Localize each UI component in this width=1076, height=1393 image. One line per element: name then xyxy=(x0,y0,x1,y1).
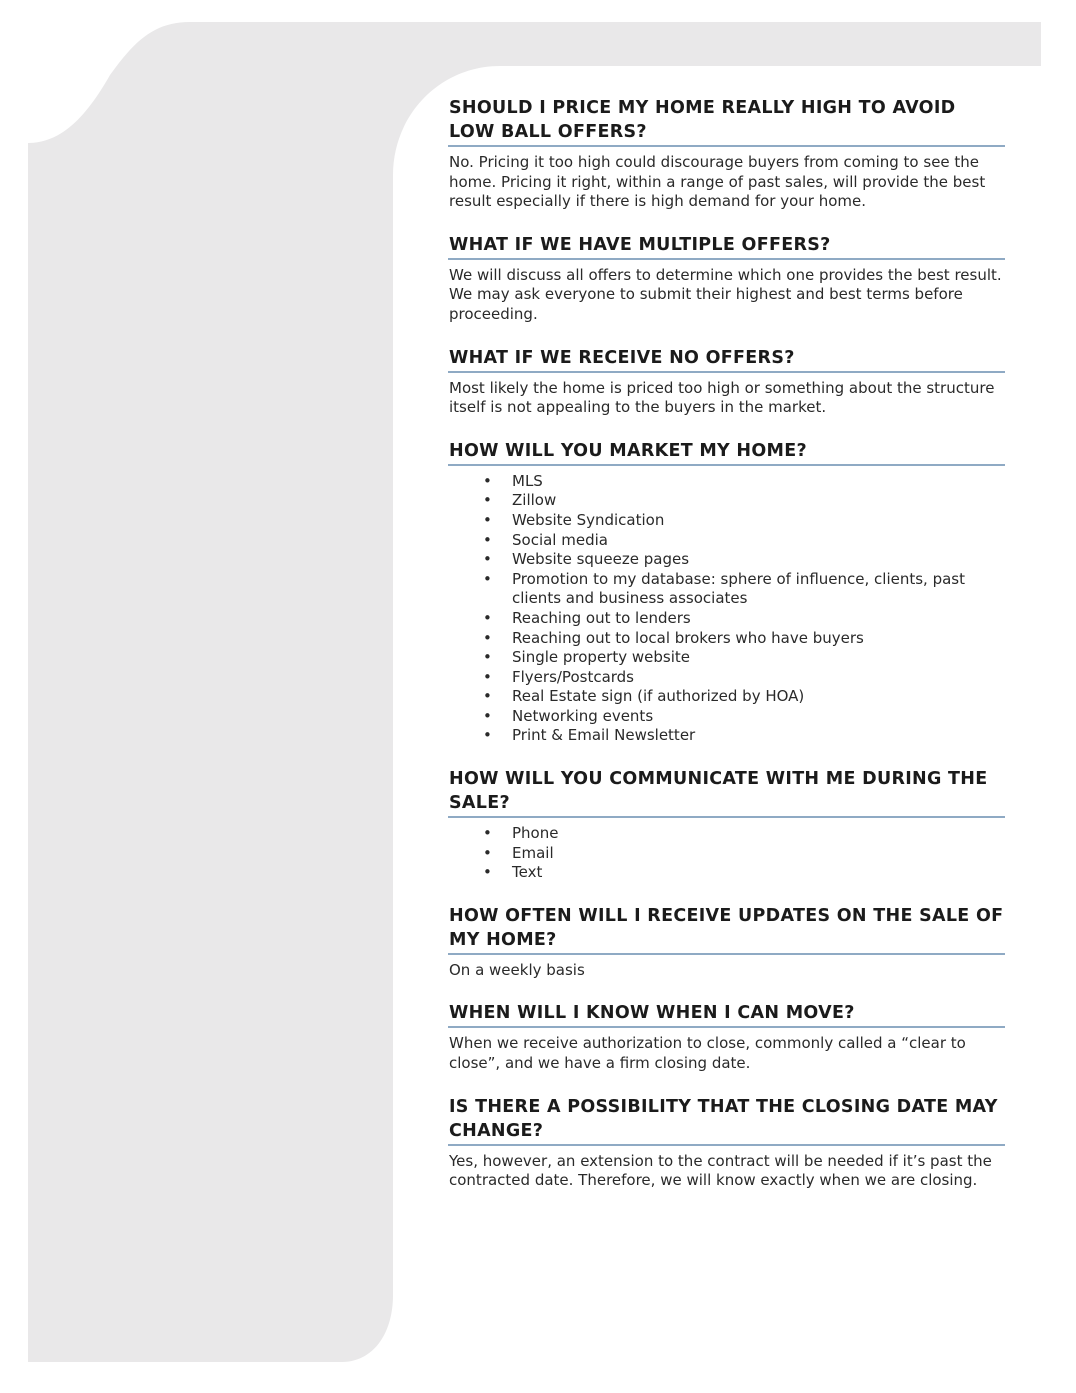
list-item: • Social media xyxy=(483,530,608,549)
answer-text: When we receive authorization to close, commonly called a “clear to close”, and we have a firm closing date. xyxy=(449,1034,966,1073)
faq-closing-date-change xyxy=(448,1095,1005,1191)
bullet-icon: • xyxy=(483,530,492,549)
bullet-icon: • xyxy=(483,648,492,667)
list-item: • Reaching out to local brokers who have buyers xyxy=(483,628,864,647)
bullet-icon: • xyxy=(483,667,492,686)
list-item: • Single property website xyxy=(483,648,690,667)
list-item: • Print & Email Newsletter xyxy=(483,726,696,745)
bullet-icon: • xyxy=(483,491,492,510)
bullet-icon: • xyxy=(483,628,492,647)
faq-content xyxy=(448,96,1005,1191)
list-item: • Text xyxy=(483,863,543,882)
answer-text: Most likely the home is priced too high or something about the structure itself is not appealing to the buyers in the market. xyxy=(449,378,995,417)
bullet-icon: • xyxy=(483,687,492,706)
communication-list xyxy=(448,824,1005,883)
bullet-icon: • xyxy=(483,706,492,725)
faq-multiple-offers xyxy=(448,233,1005,325)
list-item: • Reaching out to lenders xyxy=(483,608,691,627)
list-item: • Flyers/Postcards xyxy=(483,667,634,686)
bullet-icon: • xyxy=(483,824,492,843)
bullet-icon: • xyxy=(483,569,492,588)
bullet-icon: • xyxy=(483,550,492,569)
bullet-icon: • xyxy=(483,471,492,490)
answer-text: We will discuss all offers to determine which one provides the best result. We may ask everyone to submit their highest and best terms before proceeding. xyxy=(449,265,1002,323)
list-item: • Phone xyxy=(483,824,559,843)
faq-no-offers xyxy=(448,346,1005,418)
faq-updates xyxy=(448,904,1005,981)
bullet-icon: • xyxy=(483,510,492,529)
faq-marketing xyxy=(448,439,1005,746)
faq-communication xyxy=(448,767,1005,883)
faq-pricing-high xyxy=(448,96,1005,212)
bullet-icon: • xyxy=(483,843,492,862)
question-heading: SHOULD I PRICE MY HOME REALLY HIGH TO AVOID LOW BALL OFFERS? xyxy=(448,96,1005,147)
list-item: • MLS xyxy=(483,471,543,490)
list-item: • Website squeeze pages xyxy=(483,550,690,569)
question-heading: WHAT IF WE RECEIVE NO OFFERS? xyxy=(448,346,1005,373)
list-item: • Website Syndication xyxy=(483,510,665,529)
answer-text: On a weekly basis xyxy=(449,960,585,979)
bullet-icon: • xyxy=(483,863,492,882)
question-heading: WHAT IF WE HAVE MULTIPLE OFFERS? xyxy=(448,233,1005,260)
list-item: • Zillow xyxy=(483,491,557,510)
question-heading: HOW WILL YOU COMMUNICATE WITH ME DURING THE SALE? xyxy=(448,767,1005,818)
list-item: • Email xyxy=(483,843,554,862)
marketing-list xyxy=(448,472,1005,746)
answer-text: Yes, however, an extension to the contract will be needed if it’s past the contracted date. Therefore, we will know exactly when we are closing. xyxy=(449,1151,992,1190)
list-item: • Promotion to my database: sphere of influence, clients, past clients and business associates xyxy=(483,569,966,608)
bullet-icon: • xyxy=(483,726,492,745)
list-item: • Real Estate sign (if authorized by HOA) xyxy=(483,687,805,706)
list-item: • Networking events xyxy=(483,706,654,725)
question-heading: WHEN WILL I KNOW WHEN I CAN MOVE? xyxy=(448,1001,1005,1028)
question-heading: HOW OFTEN WILL I RECEIVE UPDATES ON THE SALE OF MY HOME? xyxy=(448,904,1005,955)
faq-move-date xyxy=(448,1001,1005,1073)
question-heading: IS THERE A POSSIBILITY THAT THE CLOSING DATE MAY CHANGE? xyxy=(448,1095,1005,1146)
question-heading: HOW WILL YOU MARKET MY HOME? xyxy=(448,439,1005,466)
bullet-icon: • xyxy=(483,608,492,627)
answer-text: No. Pricing it too high could discourage buyers from coming to see the home. Pricing it right, within a range of past sales, will provide the best result especially if there is high demand for your home. xyxy=(449,153,986,211)
